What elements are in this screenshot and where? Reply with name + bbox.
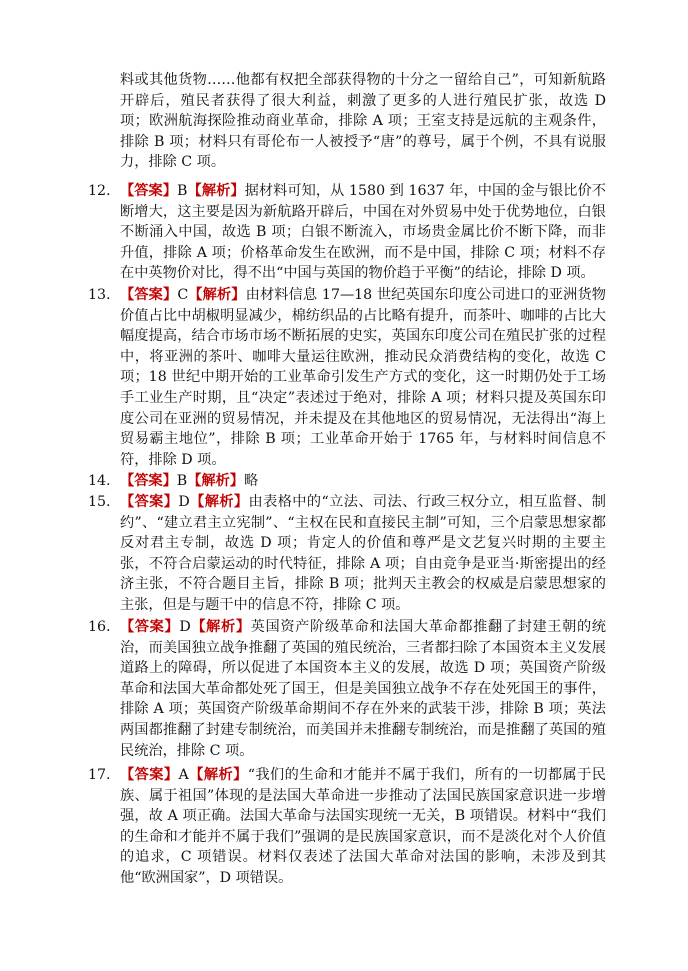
answer-label: 【答案】 — [120, 767, 179, 783]
analysis-label: 【解析】 — [188, 767, 248, 783]
answer-label: 【答案】 — [120, 183, 178, 199]
answer-letter: D — [178, 494, 190, 510]
analysis-label: 【解析】 — [187, 183, 245, 199]
answer-letter: B — [177, 183, 188, 199]
answer-item-15 — [88, 492, 606, 616]
answer-item-17 — [88, 765, 606, 889]
analysis-label: 【解析】 — [188, 287, 246, 303]
item-number: 16. — [88, 619, 111, 635]
item-number: 12. — [88, 183, 111, 199]
answer-letter: B — [176, 473, 188, 489]
item-number: 13. — [88, 287, 111, 303]
analysis-label: 【解析】 — [190, 619, 251, 635]
analysis-text: “我们的生命和才能并不属于我们，所有的一切都属于民族、属于祖国”体现的是法国大革命进一步推动了法国民族国家意识进一步增强，故 A 项正确。法国大革命与法国实现统一无关，B 项错误。材料中“我们的生命和才能并不属于我们”强调的是民族国家意识，而不是淡化对个人价值的追求，C 项错误。材料仅表述了法国大革命对法国的影响，未涉及到其他“欧洲国家”，D 项错误。 — [120, 767, 606, 886]
analysis-label: 【解析】 — [189, 494, 249, 510]
answer-label: 【答案】 — [120, 473, 177, 489]
analysis-text: 由表格中的“立法、司法、行政三权分立，相互监督、制约”、“建立君主立宪制”、“主权在民和直接民主制”可知，三个启蒙思想家都反对君主专制，故选 D 项；肯定人的价值和尊严是文艺复兴时期的主要主张，不符合启蒙运动的时代特征，排除 A 项；自由竞争是亚当·斯密提出的经济主张，不符合题目主旨，排除 B 项；批判天主教会的权威是启蒙思想家的主张，但是与题干中的信息不符，排除 C 项。 — [120, 494, 606, 613]
answer-item-14 — [88, 471, 606, 492]
analysis-text: 英国资产阶级革命和法国大革命都推翻了封建王朝的统治，而美国独立战争推翻了英国的殖民统治，三者都扫除了本国资本主义发展道路上的障碍，所以促进了本国资本主义的发展，故选 D 项；英国资产阶级革命和法国大革命都处死了国王，但是美国独立战争不存在处死国王的事件，排除 A 项；英国资产阶级革命期间不存在外来的武装干涉，排除 B 项；英法两国都推翻了封建专制统治，而美国并未推翻专制统治，而是推翻了英国的殖民统治，排除 C 项。 — [120, 619, 606, 759]
answer-item-13 — [88, 285, 606, 470]
answer-label: 【答案】 — [120, 287, 178, 303]
answer-label: 【答案】 — [120, 619, 180, 635]
answer-item-16 — [88, 617, 606, 761]
analysis-text: 据材料可知，从 1580 到 1637 年，中国的金与银比价不断增大，这主要是因为新航路开辟后，中国在对外贸易中处于优势地位，白银不断涌入中国，故选 B 项；白银不断流入，市场贵金属比价不断下降，而非升值，排除 A 项；价格革命发生在欧洲，而不是中国，排除 C 项；材料不存在中英物价对比，得不出“中国与英国的物价趋于平衡”的结论，排除 D 项。 — [120, 183, 606, 282]
answer-letter: C — [177, 287, 189, 303]
continuation-text: 料或其他货物……他都有权把全部获得物的十分之一留给自己”，可知新航路开辟后，殖民者获得了很大利益，刺激了更多的人进行殖民扩张，故选 D 项；欧洲航海探险推动商业革命，排除 A 项；王室支持是远航的主观条件，排除 B 项；材料只有哥伦布一人被授予“唐”的尊号，属于个例，不具有说服力，排除 C 项。 — [120, 72, 606, 171]
item-number: 14. — [88, 473, 111, 489]
answer-item-12 — [88, 181, 606, 284]
item-11-continuation — [120, 70, 606, 173]
analysis-text: 由材料信息 17—18 世纪英国东印度公司进口的亚洲货物价值占比中胡椒明显减少，棉纺织品的占比略有提升，而茶叶、咖啡的占比大幅度提高，结合市场市场不断拓展的史实，英国东印度公司在殖民扩张的过程中，将亚洲的茶叶、咖啡大量运往欧洲，推动民众消费结构的变化，故选 C 项；18 世纪中期开始的工业革命引发生产方式的变化，这一时期仍处于工场手工业生产时期，且“决定”表述过于绝对，排除 A 项；材料只提及英国东印度公司在亚洲的贸易情况，并未提及在其他地区的贸易情况，无法得出“海上贸易霸主地位”，排除 B 项；工业革命开始于 1765 年，与材料时间信息不符，排除 D 项。 — [120, 287, 606, 468]
analysis-text: 略 — [243, 473, 259, 489]
answer-letter: A — [178, 767, 189, 783]
answer-label: 【答案】 — [120, 494, 179, 510]
answer-letter: D — [179, 619, 191, 635]
analysis-label: 【解析】 — [187, 473, 244, 489]
item-number: 15. — [88, 494, 111, 510]
item-number: 17. — [88, 767, 111, 783]
